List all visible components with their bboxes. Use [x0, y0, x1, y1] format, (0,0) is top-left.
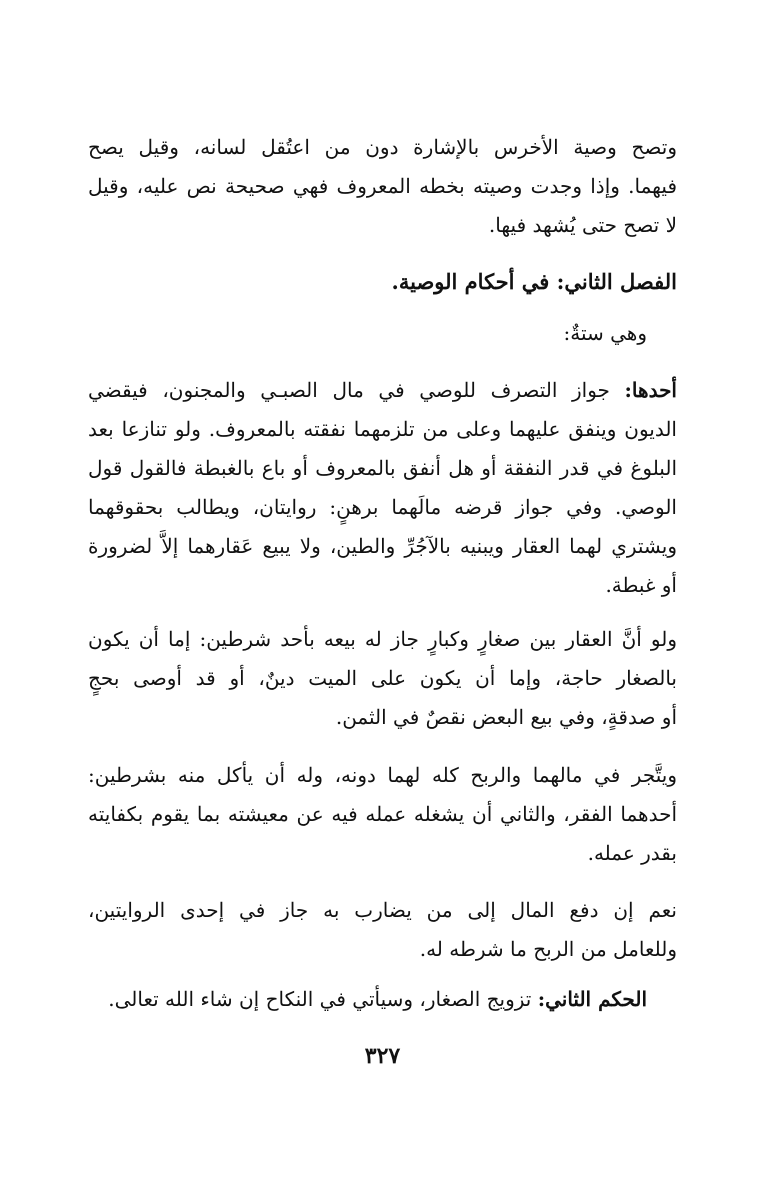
- text-line: الوصي. وفي جواز قرضه مالَهما برهنٍ: روايتان، ويطالب بحقوقهما: [88, 495, 677, 519]
- text-line: نعم إن دفع المال إلى من يضارب به جاز في إحدى الروايتين،: [88, 898, 677, 922]
- text-line: وتصح وصية الأخرس بالإشارة دون من اعتُقل لسانه، وقيل يصح: [88, 135, 677, 159]
- text-line: لا تصح حتى يُشهد فيها.: [488, 213, 677, 237]
- text-line: بالصغار حاجة، وإما أن يكون على الميت دينٌ، أو قد أوصى بحجٍ: [88, 666, 677, 690]
- section-intro: وهي ستةٌ:: [563, 321, 647, 345]
- trading-paragraph: [88, 756, 677, 873]
- text-line: أو صدقةٍ، وفي بيع البعض نقصٌ في الثمن.: [335, 705, 677, 729]
- page-number: ٣٢٧: [364, 1043, 401, 1069]
- text-line: ولو أنَّ العقار بين صغارٍ وكبارٍ جاز له بيعه بأحد شرطين: إما أن يكون: [88, 627, 677, 651]
- ruling-one-label: أحدها:: [624, 378, 677, 402]
- property-sale-paragraph: [88, 620, 677, 737]
- ruling-one-paragraph: [88, 371, 677, 605]
- text-line: أو غبطة.: [605, 573, 677, 597]
- investment-paragraph: [88, 891, 677, 969]
- chapter-heading: الفصل الثاني: في أحكام الوصية.: [391, 269, 677, 294]
- text-line: أحدهما الفقر، والثاني أن يشغله عمله فيه عن معيشته بما يقوم بكفايته: [88, 802, 677, 826]
- ruling-two-text: تزويج الصغار، وسيأتي في النكاح إن شاء الله تعالى.: [108, 987, 538, 1011]
- ruling-two-label: الحكم الثاني:: [537, 987, 647, 1011]
- text-line: [88, 371, 677, 410]
- text-line: ويتَّجر في مالهما والربح كله لهما دونه، وله أن يأكل منه بشرطين:: [88, 763, 677, 787]
- text-line: [88, 980, 647, 1019]
- ruling-two-paragraph: [88, 980, 647, 1019]
- text-line: ويشتري لهما العقار ويبنيه بالآجُرِّ والطين، ولا يبيع عَقارهما إلاَّ لضرورة: [88, 534, 677, 558]
- text-line: البلوغ في قدر النفقة أو هل أنفق بالمعروف أو باع بالغبطة فالقول قول: [88, 456, 677, 480]
- ruling-one-text: جواز التصرف للوصي في مال الصبـي والمجنون، فيقضي: [88, 378, 625, 402]
- text-line: بقدر عمله.: [587, 841, 677, 865]
- text-line: فيهما. وإذا وجدت وصيته بخطه المعروف فهي صحيحة نص عليه، وقيل: [88, 174, 677, 198]
- intro-paragraph: [88, 128, 677, 245]
- text-line: الديون وينفق عليهما وعلى من تلزمهما نفقته بالمعروف. ولو تنازعا بعد: [88, 417, 677, 441]
- text-line: وللعامل من الربح ما شرطه له.: [419, 937, 677, 961]
